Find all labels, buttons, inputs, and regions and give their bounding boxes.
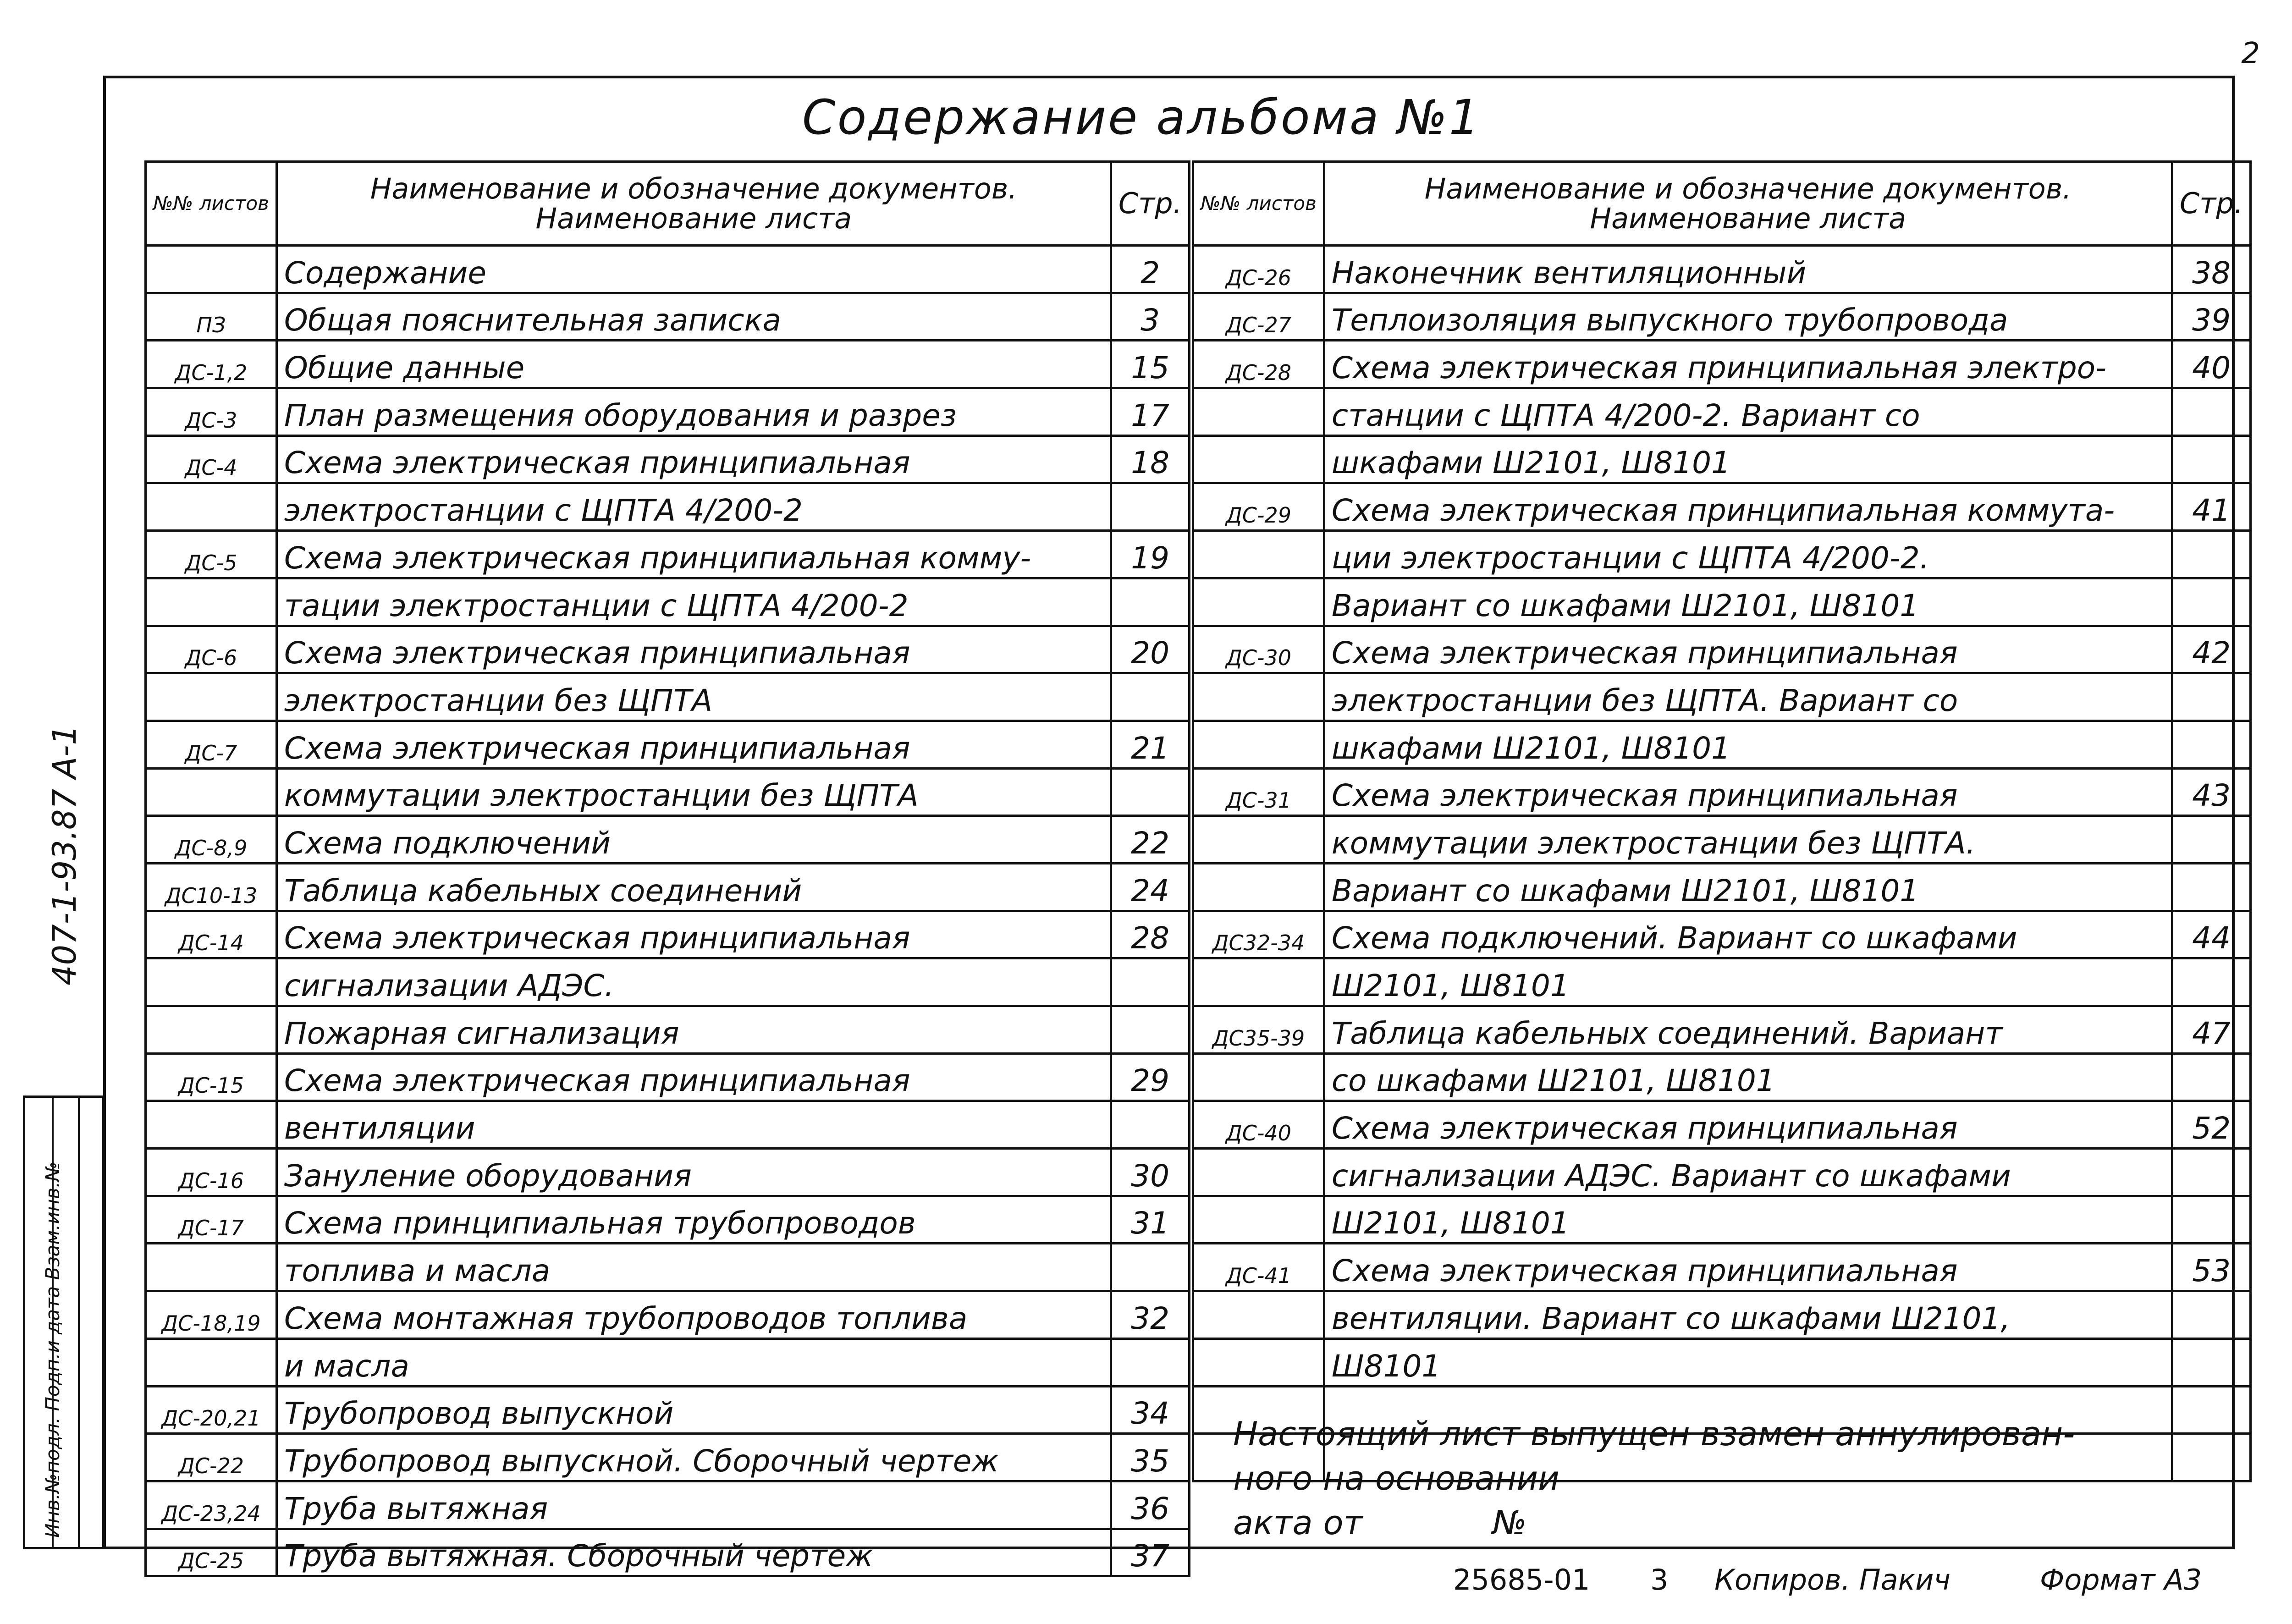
document-name: Ш8101 bbox=[1324, 1338, 2172, 1386]
page-number-cell: 21 bbox=[1111, 721, 1189, 768]
sheet-code bbox=[1193, 578, 1324, 626]
sheet-code: ДС-41 bbox=[1193, 1244, 1324, 1291]
copied-by: Копиров. Пакич bbox=[1714, 1563, 1951, 1596]
document-name: Схема электрическая принципиальная комму- bbox=[276, 531, 1111, 578]
sheet-number: 3 bbox=[1650, 1563, 1669, 1596]
table-row bbox=[1193, 341, 2251, 388]
table-row bbox=[1193, 958, 2251, 1006]
sheet-code bbox=[1193, 531, 1324, 578]
document-name: электростанции без ЩПТА bbox=[276, 673, 1111, 721]
sheet-code: ДС-22 bbox=[146, 1434, 277, 1481]
table-row bbox=[146, 958, 1190, 1006]
page-number: 2 bbox=[2241, 37, 2260, 71]
note-number-sign: № bbox=[1492, 1503, 1527, 1542]
page-number-cell: 29 bbox=[1111, 1053, 1189, 1101]
table-row bbox=[146, 1006, 1190, 1054]
table-row bbox=[146, 1481, 1190, 1529]
document-code: 407-1-93.87 А-1 bbox=[46, 725, 83, 985]
document-name: электростанции без ЩПТА. Вариант со bbox=[1324, 673, 2172, 721]
table-row bbox=[1193, 816, 2251, 864]
document-name: Схема электрическая принципиальная bbox=[276, 626, 1111, 673]
sheet-code: ДС-4 bbox=[146, 435, 277, 483]
sheet-code: ДС-30 bbox=[1193, 626, 1324, 673]
contents-table-right bbox=[1192, 160, 2252, 1482]
document-name: тации электростанции с ЩПТА 4/200-2 bbox=[276, 578, 1111, 626]
page-number-cell bbox=[2172, 435, 2250, 483]
document-name: Трубопровод выпускной. Сборочный чертеж bbox=[276, 1434, 1111, 1481]
table-row bbox=[146, 388, 1190, 436]
document-name: со шкафами Ш2101, Ш8101 bbox=[1324, 1053, 2172, 1101]
page-number-cell bbox=[1111, 1338, 1189, 1386]
table-row bbox=[146, 1529, 1190, 1576]
sidebar-divider bbox=[78, 1098, 80, 1547]
sheet-code: ДС-23,24 bbox=[146, 1481, 277, 1529]
document-name: топлива и масла bbox=[276, 1244, 1111, 1291]
sheet-code bbox=[1193, 958, 1324, 1006]
sheet-code bbox=[146, 1006, 277, 1054]
sheet-code: ДС-40 bbox=[1193, 1101, 1324, 1149]
page-number-cell: 42 bbox=[2172, 626, 2250, 673]
document-name: электростанции с ЩПТА 4/200-2 bbox=[276, 483, 1111, 531]
page-number-cell: 52 bbox=[2172, 1101, 2250, 1149]
document-name: Схема электрическая принципиальная bbox=[276, 911, 1111, 958]
page-number-cell bbox=[1111, 768, 1189, 816]
document-name: План размещения оборудования и разрез bbox=[276, 388, 1111, 436]
header-document-name: Наименование и обозначение документов. Наименование листа bbox=[276, 162, 1111, 246]
table-row bbox=[1193, 863, 2251, 911]
table-row bbox=[146, 1338, 1190, 1386]
document-name: Схема электрическая принципиальная bbox=[1324, 1101, 2172, 1149]
table-row bbox=[146, 863, 1190, 911]
table-row bbox=[1193, 246, 2251, 293]
table-row bbox=[1193, 388, 2251, 436]
table-row bbox=[146, 1053, 1190, 1101]
page-number-cell: 37 bbox=[1111, 1529, 1189, 1576]
sheet-code: ДС-5 bbox=[146, 531, 277, 578]
table-row bbox=[1193, 435, 2251, 483]
document-name: Схема монтажная трубопроводов топлива bbox=[276, 1291, 1111, 1339]
page-number-cell: 32 bbox=[1111, 1291, 1189, 1339]
sheet-code bbox=[1193, 673, 1324, 721]
table-row bbox=[146, 246, 1190, 293]
page-number-cell bbox=[1111, 1244, 1189, 1291]
page-number-cell: 41 bbox=[2172, 483, 2250, 531]
document-name: Схема электрическая принципиальная bbox=[1324, 768, 2172, 816]
page-number-cell: 30 bbox=[1111, 1149, 1189, 1196]
sheet-code bbox=[1193, 1291, 1324, 1339]
sheet-code bbox=[146, 768, 277, 816]
sheet-code: ДС-16 bbox=[146, 1149, 277, 1196]
header-page: Стр. bbox=[2172, 162, 2250, 246]
sheet-code: ДС-18,19 bbox=[146, 1291, 277, 1339]
document-name: Труба вытяжная. Сборочный чертеж bbox=[276, 1529, 1111, 1576]
sheet-code bbox=[1193, 1196, 1324, 1244]
approval-sidebar bbox=[23, 1096, 105, 1549]
document-name: Труба вытяжная bbox=[276, 1481, 1111, 1529]
table-row bbox=[1193, 1006, 2251, 1054]
sheet-code: ДС10-13 bbox=[146, 863, 277, 911]
page-number-cell: 34 bbox=[1111, 1386, 1189, 1434]
document-name: ции электростанции с ЩПТА 4/200-2. bbox=[1324, 531, 2172, 578]
page-number-cell bbox=[1111, 673, 1189, 721]
sheet-code bbox=[146, 578, 277, 626]
page-number-cell: 39 bbox=[2172, 293, 2250, 341]
document-name: сигнализации АДЭС. Вариант со шкафами bbox=[1324, 1149, 2172, 1196]
sheet-code: ДС-25 bbox=[146, 1529, 277, 1576]
document-name: Схема принципиальная трубопроводов bbox=[276, 1196, 1111, 1244]
page-number-cell: 40 bbox=[2172, 341, 2250, 388]
sheet-code: ДС35-39 bbox=[1193, 1006, 1324, 1054]
sheet-code: ДС-1,2 bbox=[146, 341, 277, 388]
sheet-code: ДС-6 bbox=[146, 626, 277, 673]
header-sheet-numbers: №№ листов bbox=[1193, 162, 1324, 246]
page-number-cell: 3 bbox=[1111, 293, 1189, 341]
table-row bbox=[146, 1101, 1190, 1149]
header-document-name: Наименование и обозначение документов. Наименование листа bbox=[1324, 162, 2172, 246]
document-name: Схема электрическая принципиальная bbox=[276, 1053, 1111, 1101]
document-name: Таблица кабельных соединений bbox=[276, 863, 1111, 911]
inventory-number: 25685-01 bbox=[1453, 1563, 1590, 1596]
sheet-code: ДС-17 bbox=[146, 1196, 277, 1244]
table-row bbox=[1193, 1244, 2251, 1291]
sheet-code bbox=[146, 1101, 277, 1149]
document-name: Общая пояснительная записка bbox=[276, 293, 1111, 341]
page-number-cell: 19 bbox=[1111, 531, 1189, 578]
page-number-cell bbox=[2172, 1338, 2250, 1386]
page-number-cell: 20 bbox=[1111, 626, 1189, 673]
contents-table-left bbox=[144, 160, 1190, 1577]
document-name: Наконечник вентиляционный bbox=[1324, 246, 2172, 293]
page-number-cell bbox=[2172, 816, 2250, 864]
table-row bbox=[146, 578, 1190, 626]
table-row bbox=[1193, 531, 2251, 578]
sheet-code bbox=[1193, 1053, 1324, 1101]
table-row bbox=[1193, 1338, 2251, 1386]
document-name: Ш2101, Ш8101 bbox=[1324, 958, 2172, 1006]
page-number-cell bbox=[2172, 388, 2250, 436]
document-name: Схема электрическая принципиальная электро- bbox=[1324, 341, 2172, 388]
page-number-cell bbox=[2172, 578, 2250, 626]
document-name: шкафами Ш2101, Ш8101 bbox=[1324, 721, 2172, 768]
table-row bbox=[1193, 578, 2251, 626]
table-row bbox=[1193, 768, 2251, 816]
document-name: сигнализации АДЭС. bbox=[276, 958, 1111, 1006]
table-row bbox=[146, 911, 1190, 958]
sheet-code: ДС-27 bbox=[1193, 293, 1324, 341]
document-name: Содержание bbox=[276, 246, 1111, 293]
table-row bbox=[146, 768, 1190, 816]
note-line: Настоящий лист выпущен взамен аннулирован- bbox=[1233, 1415, 2075, 1453]
table-row bbox=[146, 1291, 1190, 1339]
sheet-code: ДС-15 bbox=[146, 1053, 277, 1101]
table-header bbox=[146, 162, 1190, 246]
table-row bbox=[1193, 1196, 2251, 1244]
table-row bbox=[1193, 1101, 2251, 1149]
page-number-cell bbox=[2172, 721, 2250, 768]
sheet-code bbox=[146, 1338, 277, 1386]
document-name: Схема электрическая принципиальная bbox=[276, 721, 1111, 768]
table-row bbox=[1193, 293, 2251, 341]
paper-format: Формат А3 bbox=[2040, 1563, 2202, 1596]
document-name: коммутации электростанции без ЩПТА. bbox=[1324, 816, 2172, 864]
sheet-code bbox=[1193, 863, 1324, 911]
header-sheet-numbers: №№ листов bbox=[146, 162, 277, 246]
sheet-code bbox=[1193, 1338, 1324, 1386]
sheet-code bbox=[146, 1244, 277, 1291]
table-row bbox=[1193, 1291, 2251, 1339]
document-name: Ш2101, Ш8101 bbox=[1324, 1196, 2172, 1244]
sheet-code bbox=[146, 958, 277, 1006]
document-name: коммутации электростанции без ЩПТА bbox=[276, 768, 1111, 816]
table-row bbox=[146, 673, 1190, 721]
table-row bbox=[146, 1244, 1190, 1291]
page-number-cell bbox=[2172, 1053, 2250, 1101]
table-header bbox=[1193, 162, 2251, 246]
sheet-code: ДС-7 bbox=[146, 721, 277, 768]
page-number-cell: 36 bbox=[1111, 1481, 1189, 1529]
sheet-code bbox=[1193, 816, 1324, 864]
document-name: Схема электрическая принципиальная коммута- bbox=[1324, 483, 2172, 531]
sheet-code: ДС-26 bbox=[1193, 246, 1324, 293]
page-number-cell: 18 bbox=[1111, 435, 1189, 483]
table-row bbox=[146, 435, 1190, 483]
table-row bbox=[146, 1149, 1190, 1196]
sheet-code: ДС-28 bbox=[1193, 341, 1324, 388]
table-row bbox=[146, 531, 1190, 578]
page-number-cell bbox=[1111, 958, 1189, 1006]
sheet-code bbox=[1193, 1149, 1324, 1196]
document-name: Зануление оборудования bbox=[276, 1149, 1111, 1196]
sheet-code bbox=[146, 483, 277, 531]
page-number-cell bbox=[2172, 673, 2250, 721]
page-title: Содержание альбома №1 bbox=[802, 89, 1482, 145]
page-number-cell bbox=[1111, 483, 1189, 531]
page-number-cell: 44 bbox=[2172, 911, 2250, 958]
sheet-code bbox=[146, 673, 277, 721]
document-name: вентиляции. Вариант со шкафами Ш2101, bbox=[1324, 1291, 2172, 1339]
document-name: Вариант со шкафами Ш2101, Ш8101 bbox=[1324, 863, 2172, 911]
document-name: Схема подключений bbox=[276, 816, 1111, 864]
page-number-cell: 22 bbox=[1111, 816, 1189, 864]
page-number-cell bbox=[2172, 1386, 2250, 1434]
sheet-code bbox=[1193, 388, 1324, 436]
table-row bbox=[146, 1386, 1190, 1434]
page-number-cell bbox=[1111, 578, 1189, 626]
page-number-cell: 28 bbox=[1111, 911, 1189, 958]
table-row bbox=[1193, 721, 2251, 768]
page-number-cell: 38 bbox=[2172, 246, 2250, 293]
page-number-cell bbox=[2172, 1196, 2250, 1244]
page-number-cell bbox=[1111, 1006, 1189, 1054]
sheet-code bbox=[1193, 721, 1324, 768]
table-row bbox=[146, 1434, 1190, 1481]
table-row bbox=[146, 721, 1190, 768]
table-row bbox=[146, 626, 1190, 673]
document-name: Общие данные bbox=[276, 341, 1111, 388]
sheet-code: ДС-8,9 bbox=[146, 816, 277, 864]
sheet-code: ДС-31 bbox=[1193, 768, 1324, 816]
document-name: вентиляции bbox=[276, 1101, 1111, 1149]
document-name: Схема электрическая принципиальная bbox=[1324, 1244, 2172, 1291]
page-number-cell bbox=[2172, 1291, 2250, 1339]
replacement-note bbox=[1233, 1412, 2075, 1546]
table-row bbox=[1193, 911, 2251, 958]
document-name: Трубопровод выпускной bbox=[276, 1386, 1111, 1434]
document-name: Теплоизоляция выпускного трубопровода bbox=[1324, 293, 2172, 341]
table-row bbox=[146, 1196, 1190, 1244]
sheet-code: ДС-20,21 bbox=[146, 1386, 277, 1434]
table-row bbox=[146, 293, 1190, 341]
document-name: Вариант со шкафами Ш2101, Ш8101 bbox=[1324, 578, 2172, 626]
page-number-cell bbox=[2172, 1149, 2250, 1196]
sheet-code: ДС-29 bbox=[1193, 483, 1324, 531]
table-row bbox=[146, 816, 1190, 864]
table-row bbox=[146, 483, 1190, 531]
table-row bbox=[1193, 1053, 2251, 1101]
page-number-cell: 24 bbox=[1111, 863, 1189, 911]
sidebar-label: Инв.№подл. Подп.и дата Взам.инв.№ bbox=[41, 1162, 64, 1538]
page-number-cell: 15 bbox=[1111, 341, 1189, 388]
sheet-code: ДС-14 bbox=[146, 911, 277, 958]
document-name: Пожарная сигнализация bbox=[276, 1006, 1111, 1054]
table-row bbox=[146, 341, 1190, 388]
sheet-code bbox=[146, 246, 277, 293]
document-name: Схема подключений. Вариант со шкафами bbox=[1324, 911, 2172, 958]
sheet-code: ДС32-34 bbox=[1193, 911, 1324, 958]
sheet-code bbox=[1193, 435, 1324, 483]
table-row bbox=[1193, 1149, 2251, 1196]
table-row bbox=[1193, 673, 2251, 721]
sheet-code: ПЗ bbox=[146, 293, 277, 341]
page-number-cell: 53 bbox=[2172, 1244, 2250, 1291]
document-name: и масла bbox=[276, 1338, 1111, 1386]
page-number-cell bbox=[2172, 958, 2250, 1006]
sheet-code: ДС-3 bbox=[146, 388, 277, 436]
document-name: станции с ЩПТА 4/200-2. Вариант со bbox=[1324, 388, 2172, 436]
table-row bbox=[1193, 483, 2251, 531]
table-row bbox=[1193, 626, 2251, 673]
page-number-cell bbox=[2172, 863, 2250, 911]
note-line: ного на основании bbox=[1233, 1459, 1559, 1498]
document-name: шкафами Ш2101, Ш8101 bbox=[1324, 435, 2172, 483]
header-page: Стр. bbox=[1111, 162, 1189, 246]
page-number-cell bbox=[2172, 1434, 2250, 1481]
page-number-cell: 35 bbox=[1111, 1434, 1189, 1481]
page-number-cell: 47 bbox=[2172, 1006, 2250, 1054]
note-act-label: акта от bbox=[1233, 1503, 1363, 1542]
page-number-cell: 2 bbox=[1111, 246, 1189, 293]
page-number-cell bbox=[2172, 531, 2250, 578]
page-number-cell: 43 bbox=[2172, 768, 2250, 816]
page-number-cell: 17 bbox=[1111, 388, 1189, 436]
page-number-cell: 31 bbox=[1111, 1196, 1189, 1244]
note-line bbox=[1233, 1501, 2075, 1545]
document-name: Схема электрическая принципиальная bbox=[276, 435, 1111, 483]
document-name: Схема электрическая принципиальная bbox=[1324, 626, 2172, 673]
document-name: Таблица кабельных соединений. Вариант bbox=[1324, 1006, 2172, 1054]
page-number-cell bbox=[1111, 1101, 1189, 1149]
